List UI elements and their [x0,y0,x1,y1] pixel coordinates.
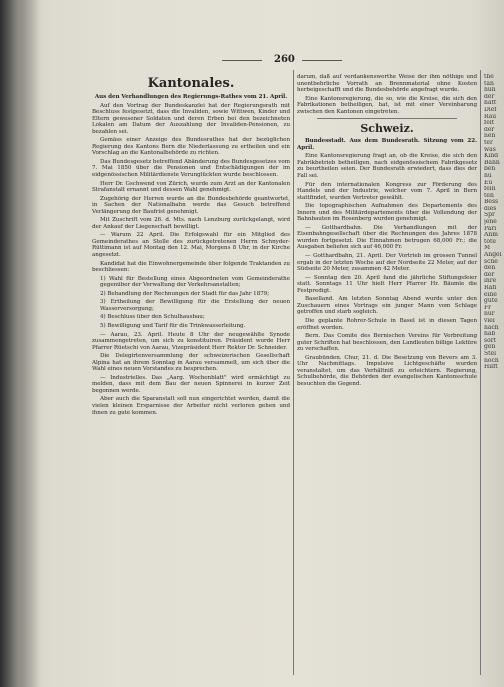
text-fragment: M [484,245,491,252]
paragraph: — Warum 22 April. Die Erfolgswahl für ein Mitglied des Gemeinderathes an Stelle des zurückgetretenen Herrn Schnyder-Rüttimann ist auf Montag den 12. Mai, Morgens 8 Uhr, in der Kirche angesetzt. [92,232,290,259]
text-fragment: gen [484,344,496,351]
text-fragment: Bahn [484,159,500,166]
text-fragment: gute [484,298,498,305]
text-fragment: Stel [484,350,496,357]
text-fragment: Kind [484,153,499,160]
paragraph: Eine Kantonsregierung, die so, wie die Kreise, die sich den Fabrikationen betheiligen, hat, ist mit einer Vereinbarung zwischen den Kantonen eingetreten. [297,95,477,115]
text-fragment: sort [484,337,496,344]
paragraph: Kandidat hat die Einwohnergemeinde über folgende Traktanden zu beschliessen: [92,260,290,274]
paragraph: Die topographischen Aufnahmen des Departements des Innern und des Militärdepartements über die Vollendung der Bahnbauten im Rosenberg wurden genehmigt. [297,203,477,223]
text-fragment: Spr [484,212,495,219]
paragraph: Graubünden. Chur, 21. d. Die Besetzung von Bevers am 3. Uhr Nachmittags. Impulsive Lichtgeschäfte wurden veranstaltet, um das Verhältniß zu erleichtern. Regierung, Schulbehörde, die Behörden der evangelischen Kantonsschule besuchten die Gegend. [297,354,477,387]
right-column-fragment [484,74,504,674]
text-fragment: Bess [484,199,499,206]
page-header [92,54,484,68]
text-fragment: Rafi [484,285,497,291]
text-fragment: nach [484,324,499,331]
list-item: 5) Bewilligung und Tarif für die Trinkwasserleitung. [100,322,246,329]
paragraph: Aber auch die Sparanstalt soll nun eingerichtet werden, damit die vielen kleinen Ersparnisse der Arbeiter nicht verloren gehen und ihnen zu gute kommen. [92,396,290,416]
clipped-text-fragments [484,74,504,371]
text-fragment: der [484,271,495,278]
paragraph: Baselland. Am letzten Sonntag Abend wurde unter den Zuschauern eines Vortrags ein junger Mann vom Schlage getroffen und starb sogleich. [297,296,477,316]
list-item: 1) Wahl für Bestellung eines Abgeordneten vom Gemeinderathe gegenüber der Verwaltung der Verkehrsanstalten; [100,275,290,289]
section-title-kantonales: Kantonales. [147,76,235,91]
text-fragment: ihre [484,278,497,285]
text-fragment: viel [484,317,495,324]
article-heading: Aus den Verhandlungen des Regierungs-Rathes vom 21. April. [94,94,288,100]
paragraph: Gemäss einer Anzeige des Bundesrathes hat der bezüglichen Regierung des Kantons Bern die Niederlassung zu ertheilen und ein Vorschlag an die Kantonalbehörde zu richten. [92,137,290,157]
text-fragment: der [484,126,495,133]
column-rule-2 [480,70,481,675]
paragraph: Herr Dr. Gschwend von Zürich, wurde zum Arzt an der Kantonalen Strafanstalt ernannt und dessen Wahl genehmigt. [92,180,290,194]
list-item: 2) Behandlung der Rechnungen der Stadt für das Jahr 1879; [100,290,270,297]
text-fragment: ben [484,166,496,173]
text-fragment: der [484,93,495,100]
text-fragment: hun [484,87,496,94]
paragraph: — Aarau, 23. April. Heute 8 Uhr der neugewählte Synode zusammengetreten, um sich zu konstituiren. Präsident wurde Herr Pfarrer Rüetschi von Aarau, Vizepräsident Herr Rektor Dr. Schneider. [92,331,290,351]
section-divider [317,118,457,119]
paragraph: Mit Zuschrift vom 26. d. Mts. nach Lenzburg zurückgelangt, wird der Ankauf der Liegenschaft bewilligt. [92,217,290,230]
paragraph: Für den internationalen Kongress zur Förderung des Handels und der Industrie, welcher vom 7. April in Bern stattfindet, wurden Vertreter gewählt. [297,181,477,201]
text-fragment: nen [484,133,496,140]
header-rule-left [222,60,262,61]
text-fragment: fein [484,186,496,193]
page-number: 260 [274,54,295,65]
text-fragment: den [484,265,496,272]
text-fragment: jene [484,219,497,226]
middle-column [297,74,477,674]
text-fragment: Dief [484,106,497,113]
text-fragment: the [484,74,494,80]
text-fragment: Eu [484,179,493,186]
text-fragment: noch [484,357,499,364]
text-fragment: ten [484,192,494,199]
text-fragment: hab [484,331,496,338]
paragraph: Zugehörig der Herren wurde an die Bundesbehörde geantwortet, in Sachen der Nationalbahn werde das Gesuch betreffend Verlängerung der Baufrist genehmigt. [92,195,290,215]
text-fragment: feit [484,120,495,127]
paragraph: Auf den Vortrag der Bundeskanzlei hat der Regierungsrath mit Beschluss festgesetzt, dass die Invaliden, sowie Wittwen, Kinder und Eltern gewesener Soldaten und deren Erben bei den bezeichneten Lokalen am Datum der Auszahlung der Invaliden-Pensionen, zu bezahlen sei. [92,102,290,135]
text-fragment: eine [484,291,497,298]
section-title-schweiz: Schweiz. [360,122,414,136]
text-fragment: tan [484,80,494,87]
text-fragment: tote [484,238,496,245]
text-fragment: Rau [484,113,497,120]
paragraph: — Gotthardbahn. Die Verhandlungen mit der Eisenbahngesellschaft über die Rechnungen des Jahres 1878 wurden fortgesetzt. Die Einnahmen betrugen 68,000 Fr.; die Ausgaben beliefen sich auf 46,000 Fr. [297,224,477,251]
paragraph: Eine Kantonsregierung fragt an, ob die Kreise, die sich den Fabrikbetrieb betheiligen, nach eidgenössischem Fabrikgesetz zu beurtheilen seien. Der Bundesrath erwiedert, dass dies der Fall sei. [297,153,477,180]
paragraph: — Gotthardbahn, 21. April. Der Vortrieb im grossen Tunnel ergab in der letzten Woche auf der Nordseite 22 Meter, auf der Südseite 20 Meter, zusammen 42 Meter. [297,253,477,273]
left-column [92,74,290,674]
paragraph: — Industrielles. Das „Aarg. Wochenblatt" wird ermächtigt zu melden, dass mit dem Bau der neuen Spinnerei in kurzer Zeit begonnen werde. [92,374,290,394]
list-item: 3) Ertheilung der Bewilligung für die Erstellung der neuen Wasserversorgung; [100,299,290,312]
header-rule-right [302,60,342,61]
text-fragment: Anm [484,232,498,239]
agenda-list [92,276,290,330]
paragraph: — Sonntag den 20. April fand die jährliche Stiftungsfeier statt. Sonntags 11 Uhr hielt Herr Pfarrer Hr. Bäumle die Festpredigt. [297,274,477,294]
paragraph: Die Delegirtenversammlung der schweizerischen Gesellschaft Alpina hat an ihrem Sonntag in Aarau versammelt, um sich über die Wahl eines neuen Vorstandes zu besprechen. [92,353,290,373]
paragraph: Die geplante Rohrer-Schule in Basel ist in diesen Tagen eröffnet worden. [297,317,477,331]
column-rule-1 [293,70,294,675]
text-fragment: Pari [484,225,497,232]
article-heading: Bundesstadt. Aus dem Bundesrath. Sitzung vom 22. April. [297,138,477,151]
text-fragment: ter [484,139,493,146]
text-fragment: Hilft [484,364,498,371]
paragraph: Bern. Das Comite des Bernischen Vereins für Verbreitung guter Schriften hat beschlossen, den Landleuten billige Lektüre zu verschaffen. [297,333,477,353]
book-gutter [0,0,40,687]
text-fragment: sche [484,258,498,265]
text-fragment: hu [484,172,492,179]
text-fragment: was [484,146,496,153]
text-fragment: hatt [484,100,497,107]
list-item: 4) Beschluss über den Schulhausbau; [100,314,205,321]
paragraph: Das Bundesgesetz betreffend Abänderung des Bundesgesetzes vom 7. Mai 1850 über die Pensionen und Entschädigungen der im eidgenössischen Militärdienste Verunglückten wurde beschlossen. [92,158,290,179]
text-fragment: nur [484,311,495,318]
text-fragment: dies [484,205,497,212]
paragraph: darum, daß auf verdankenswerthe Weise der ihm nöthige und unentbehrliche Vorrath an Brennmaterial ohne Kosten herbeigeschafft und die Bundesbehörde angefragt wurde. [297,74,477,94]
text-fragment: Fr [484,304,492,311]
text-fragment: Angel [484,252,502,259]
